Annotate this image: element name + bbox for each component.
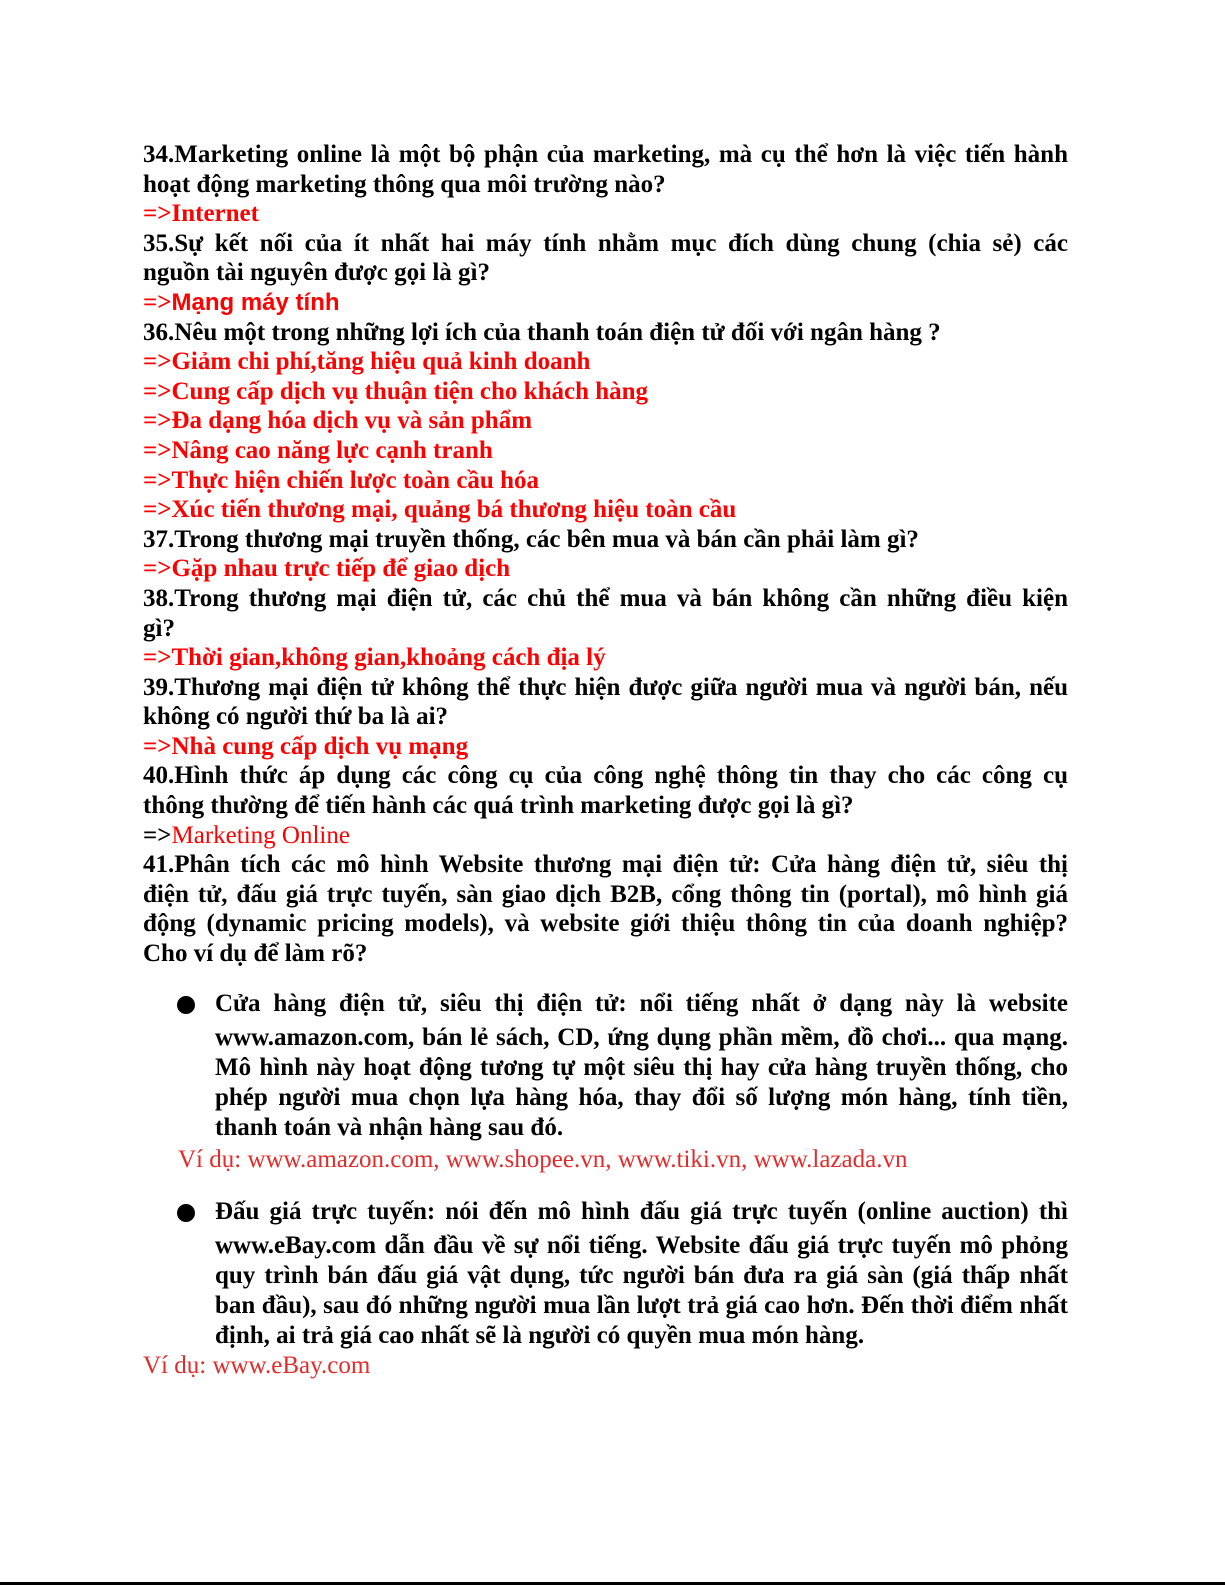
bullet-icon <box>177 996 195 1014</box>
question-40 <box>143 761 1068 820</box>
answer-34: =>Internet <box>143 200 259 228</box>
document-page <box>143 140 1068 1381</box>
answer-prefix: => <box>143 288 172 316</box>
answer-36-2: =>Cung cấp dịch vụ thuận tiện cho khách hàng <box>143 377 649 405</box>
answer-36-4: =>Nâng cao năng lực cạnh tranh <box>143 436 493 464</box>
bullet-item <box>143 985 1068 1143</box>
answer-prefix: => <box>143 821 172 849</box>
answer-38: =>Thời gian,không gian,khoảng cách địa lý <box>143 644 606 672</box>
bullet-item <box>143 1193 1068 1351</box>
question-35 <box>143 229 1068 288</box>
bullet-body: www.amazon.com, bán lẻ sách, CD, ứng dụng phần mềm, đồ chơi... qua mạng. Mô hình này hoạt động tương tự một siêu thị hay cửa hàng truyền thống, cho phép người mua chọn lựa hàng hóa, thay đổi số lượng món hàng, tính tiền, thanh toán và nhận hàng sau đó. <box>215 1023 1068 1141</box>
question-line: thông thường để tiến hành các quá trình marketing được gọi là gì? <box>143 792 854 820</box>
bullet-first-line: Cửa hàng điện tử, siêu thị điện tử: nổi tiếng nhất ở dạng này là website <box>215 989 1068 1017</box>
answer-39: =>Nhà cung cấp dịch vụ mạng <box>143 732 469 760</box>
question-line: điện tử, đấu giá trực tuyến, sàn giao dịch B2B, cổng thông tin (portal), mô hình giá <box>143 880 1068 908</box>
question-line: động (dynamic pricing models), và website giới thiệu thông tin của doanh nghiệp? <box>143 910 1068 938</box>
question-41 <box>143 850 1068 968</box>
answer-40 <box>143 821 1068 851</box>
question-34 <box>143 140 1068 199</box>
bullet-body: www.eBay.com dẫn đầu về sự nổi tiếng. Website đấu giá trực tuyến mô phỏng quy trình bán đấu giá vật dụng, tức người bán đưa ra giá sàn (giá thấp nhất ban đầu), sau đó những người mua lần lượt trả giá cao hơn. Đến thời điểm nhất định, ai trả giá cao nhất sẽ là người có quyền mua món hàng. <box>215 1231 1068 1349</box>
example-text: Ví dụ: www.eBay.com <box>143 1351 371 1379</box>
question-line: hoạt động marketing thông qua môi trường nào? <box>143 170 666 198</box>
bullet-list <box>143 985 1068 1381</box>
question-line: 40.Hình thức áp dụng các công cụ của công nghệ thông tin thay cho các công cụ <box>143 762 1068 790</box>
answer-37: =>Gặp nhau trực tiếp để giao dịch <box>143 555 511 583</box>
question-38 <box>143 584 1068 643</box>
question-line: nguồn tài nguyên được gọi là gì? <box>143 259 490 287</box>
bullet-icon <box>177 1204 195 1222</box>
answer-36-5: =>Thực hiện chiến lược toàn cầu hóa <box>143 466 539 494</box>
question-37: 37.Trong thương mại truyền thống, các bên mua và bán cần phải làm gì? <box>143 525 919 553</box>
answer-text: Marketing Online <box>171 821 350 849</box>
bullet-text <box>215 985 1068 1143</box>
bullet-text <box>215 1193 1068 1351</box>
answer-36-3: =>Đa dạng hóa dịch vụ và sản phẩm <box>143 407 533 435</box>
question-line: 39.Thương mại điện tử không thể thực hiện được giữa người mua và người bán, nếu <box>143 673 1068 701</box>
answer-text: Mạng máy tính <box>171 288 340 316</box>
question-line: không có người thứ ba là ai? <box>143 703 449 731</box>
question-line: 38.Trong thương mại điện tử, các chủ thể mua và bán không cần những điều kiện <box>143 584 1068 612</box>
question-line: 35.Sự kết nối của ít nhất hai máy tính nhằm mục đích dùng chung (chia sẻ) các <box>143 229 1068 257</box>
question-line: gì? <box>143 614 175 642</box>
question-line: 41.Phân tích các mô hình Website thương mại điện tử: Cửa hàng điện tử, siêu thị <box>143 851 1068 879</box>
example-text: Ví dụ: www.amazon.com, www.shopee.vn, www.tiki.vn, www.lazada.vn <box>178 1145 908 1173</box>
answer-36-1: =>Giảm chi phí,tăng hiệu quả kinh doanh <box>143 348 591 376</box>
question-line: 34.Marketing online là một bộ phận của marketing, mà cụ thể hơn là việc tiến hành <box>143 141 1068 168</box>
question-line: Cho ví dụ để làm rõ? <box>143 940 368 968</box>
bullet-first-line: Đấu giá trực tuyến: nói đến mô hình đấu giá trực tuyến (online auction) thì <box>215 1197 1068 1225</box>
answer-35 <box>143 288 1068 318</box>
answer-36-6: =>Xúc tiến thương mại, quảng bá thương hiệu toàn cầu <box>143 496 737 524</box>
question-36: 36.Nêu một trong những lợi ích của thanh toán điện tử đối với ngân hàng ? <box>143 318 941 346</box>
question-39 <box>143 673 1068 732</box>
